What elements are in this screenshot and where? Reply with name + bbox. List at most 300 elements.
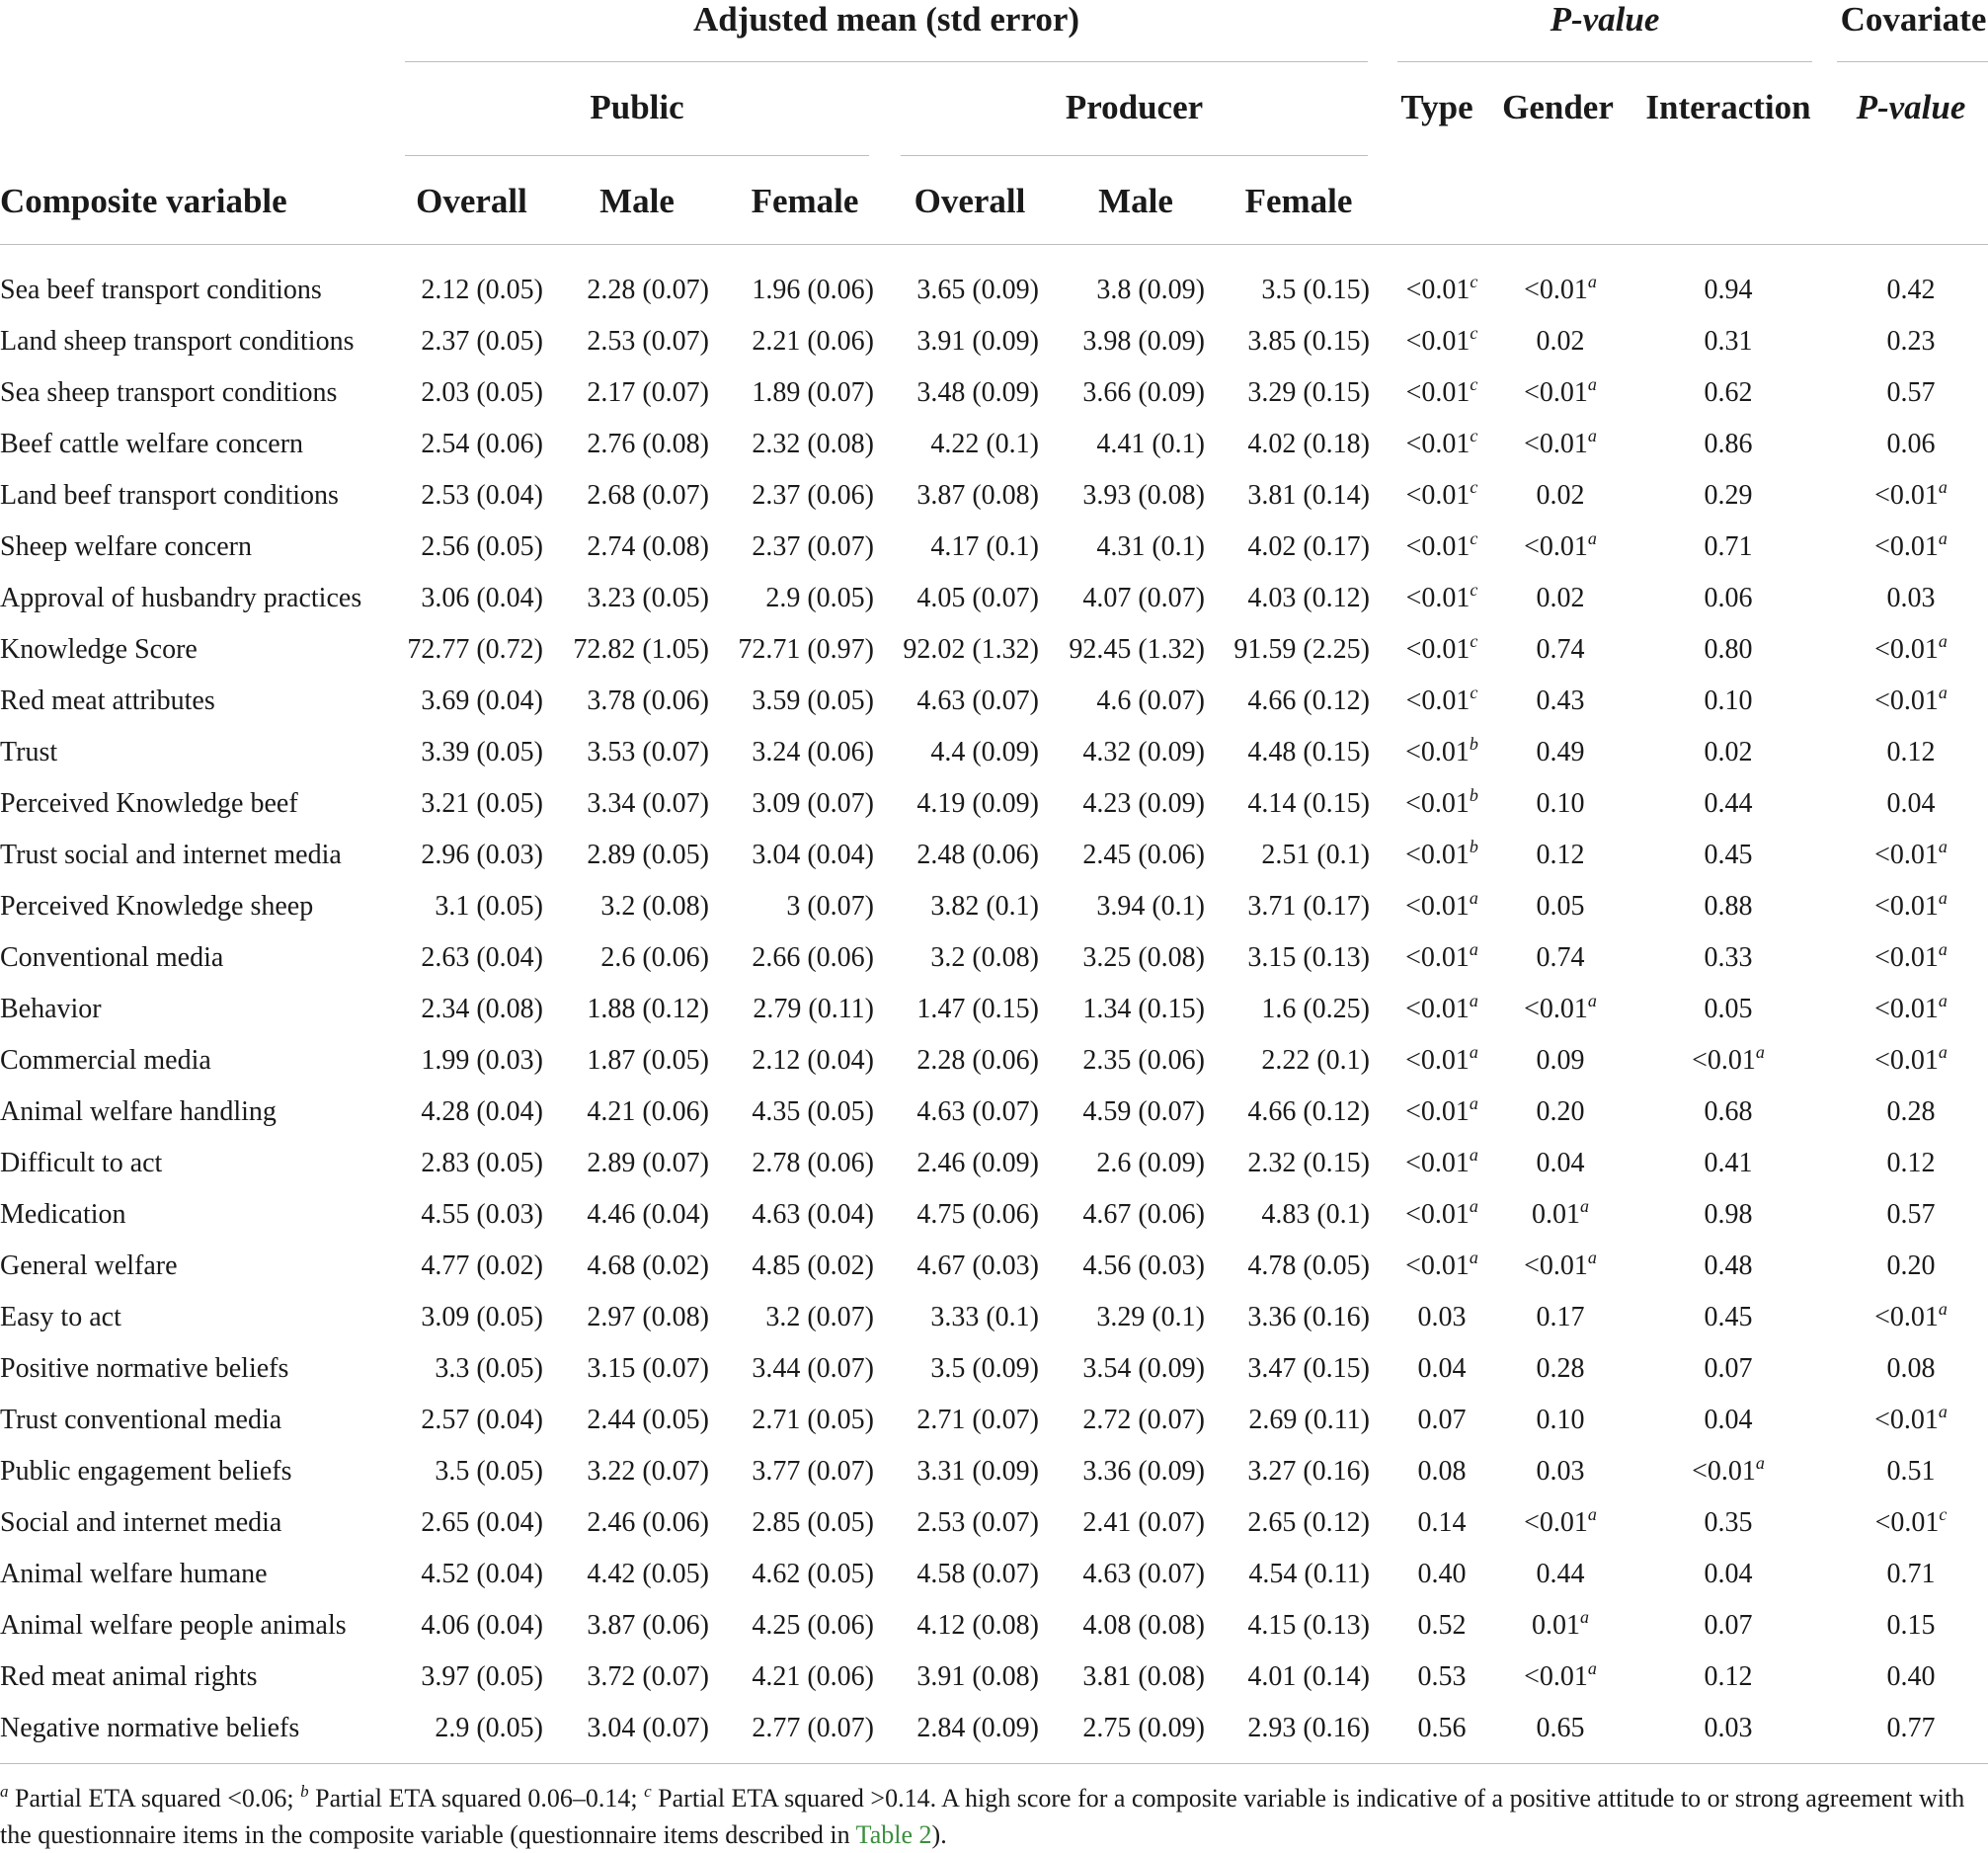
cell-type: [1388, 1446, 1496, 1497]
cell-pub-male: [553, 624, 709, 676]
cell-pub-male: [553, 470, 709, 522]
cell-value: 3.36 (0.16): [1247, 1302, 1370, 1332]
significance-superscript: c: [1470, 631, 1478, 651]
cell-value: Sea beef transport conditions: [0, 275, 322, 305]
cell-type: [1388, 984, 1496, 1035]
cell-value: <0.01: [1405, 788, 1470, 819]
cell-pro-overall: [889, 830, 1039, 881]
cell-gender: [1496, 676, 1625, 727]
cell-value: 2.75 (0.09): [1082, 1713, 1205, 1743]
cell-type: [1388, 932, 1496, 984]
cell-pro-female: [1215, 522, 1370, 573]
table-2-link[interactable]: Table 2: [855, 1820, 932, 1849]
table-row: [0, 1703, 1988, 1754]
cell-value: 3.23 (0.05): [587, 583, 709, 613]
header-public-male: Male: [599, 182, 675, 220]
cell-value: 4.21 (0.06): [752, 1661, 874, 1692]
significance-superscript: a: [1587, 1504, 1597, 1524]
cell-value: 3.91 (0.08): [916, 1661, 1039, 1692]
table-row: [0, 419, 1988, 470]
cell-label: [0, 881, 395, 932]
cell-pub-male: [553, 1497, 709, 1549]
cell-value: 3.24 (0.06): [752, 737, 874, 767]
cell-value: 2.46 (0.09): [916, 1148, 1039, 1178]
cell-value: 3 (0.07): [786, 891, 874, 922]
cell-value: 4.67 (0.03): [916, 1250, 1039, 1281]
header-public-female: Female: [751, 182, 859, 220]
cell-pro-female: [1215, 984, 1370, 1035]
cell-label: [0, 522, 395, 573]
cell-pro-male: [1047, 470, 1205, 522]
cell-value: 2.56 (0.05): [421, 531, 543, 562]
cell-label: [0, 1446, 395, 1497]
cell-gender: [1496, 1395, 1625, 1446]
cell-covariate: [1837, 1497, 1985, 1549]
significance-superscript: b: [1469, 734, 1478, 754]
cell-value: Land sheep transport conditions: [0, 326, 355, 357]
cell-value: 2.37 (0.06): [752, 480, 874, 511]
cell-value: Approval of husbandry practices: [0, 583, 362, 613]
cell-pub-male: [553, 573, 709, 624]
cell-pub-male: [553, 1395, 709, 1446]
cell-value: 0.20: [1536, 1096, 1585, 1127]
cell-covariate: [1837, 727, 1985, 778]
cell-value: 0.86: [1704, 429, 1753, 459]
cell-value: 3.29 (0.15): [1247, 377, 1370, 408]
cell-covariate: [1837, 1189, 1985, 1241]
cell-pro-overall: [889, 1497, 1039, 1549]
cell-pub-overall: [395, 1703, 543, 1754]
cell-type: [1388, 1395, 1496, 1446]
cell-value: 3.36 (0.09): [1082, 1456, 1205, 1487]
cell-gender: [1496, 367, 1625, 419]
cell-value: 3.04 (0.07): [587, 1713, 709, 1743]
cell-pro-male: [1047, 573, 1205, 624]
cell-covariate: [1837, 984, 1985, 1035]
cell-value: 0.44: [1536, 1559, 1585, 1589]
cell-interaction: [1630, 1292, 1827, 1343]
cell-value: 3.09 (0.05): [421, 1302, 543, 1332]
rule-header-bottom: [0, 244, 1988, 245]
cell-value: 0.02: [1704, 737, 1753, 767]
cell-value: 2.28 (0.07): [587, 275, 709, 305]
cell-value: 0.56: [1417, 1713, 1467, 1743]
header-p-value-text: P-value: [1550, 0, 1660, 39]
cell-label: [0, 419, 395, 470]
cell-pub-female: [716, 470, 874, 522]
cell-pub-female: [716, 573, 874, 624]
cell-value: 1.87 (0.05): [587, 1045, 709, 1076]
cell-value: 2.35 (0.06): [1082, 1045, 1205, 1076]
cell-pro-overall: [889, 1241, 1039, 1292]
cell-value: <0.01: [1874, 480, 1939, 511]
cell-value: 0.71: [1704, 531, 1753, 562]
cell-gender: [1496, 984, 1625, 1035]
cell-value: 0.09: [1536, 1045, 1585, 1076]
cell-value: 3.91 (0.09): [916, 326, 1039, 357]
cell-interaction: [1630, 316, 1827, 367]
cell-covariate: [1837, 1652, 1985, 1703]
cell-pub-male: [553, 316, 709, 367]
cell-value: 0.02: [1536, 583, 1585, 613]
footnote-text-c: Partial ETA squared >0.14. A high score for a composite variable is indicative of a positive attitude to or strong agreement with the questionnaire items in the composite variable (questionnaire items described in: [0, 1784, 1965, 1849]
cell-value: 2.72 (0.07): [1082, 1405, 1205, 1435]
cell-interaction: [1630, 1497, 1827, 1549]
cell-value: 0.07: [1417, 1405, 1467, 1435]
cell-value: 0.02: [1536, 326, 1585, 357]
cell-pub-overall: [395, 1497, 543, 1549]
table-row: [0, 984, 1988, 1035]
cell-pub-overall: [395, 727, 543, 778]
cell-pro-male: [1047, 778, 1205, 830]
table-row: [0, 676, 1988, 727]
cell-value: 3.25 (0.08): [1082, 942, 1205, 973]
cell-value: 0.08: [1417, 1456, 1467, 1487]
cell-type: [1388, 1343, 1496, 1395]
cell-pub-male: [553, 1652, 709, 1703]
cell-value: 3.65 (0.09): [916, 275, 1039, 305]
cell-value: <0.01: [1405, 685, 1471, 716]
cell-value: 2.71 (0.05): [752, 1405, 874, 1435]
cell-value: 0.42: [1886, 275, 1936, 305]
cell-value: Perceived Knowledge sheep: [0, 891, 314, 922]
table-row: [0, 1087, 1988, 1138]
cell-type: [1388, 830, 1496, 881]
cell-value: 3.3 (0.05): [435, 1353, 543, 1384]
cell-value: 3.82 (0.1): [930, 891, 1039, 922]
header-producer: Producer: [1065, 88, 1204, 126]
cell-value: 2.89 (0.07): [587, 1148, 709, 1178]
cell-pub-female: [716, 265, 874, 316]
cell-value: 0.51: [1886, 1456, 1936, 1487]
cell-pub-overall: [395, 1446, 543, 1497]
footnote-sup-a: a: [0, 1782, 9, 1801]
cell-value: 3.97 (0.05): [421, 1661, 543, 1692]
cell-value: 4.6 (0.07): [1096, 685, 1205, 716]
cell-label: [0, 1138, 395, 1189]
header-producer-female: Female: [1244, 182, 1353, 220]
cell-value: 4.58 (0.07): [916, 1559, 1039, 1589]
cell-covariate: [1837, 1395, 1985, 1446]
significance-superscript: a: [1938, 1402, 1948, 1421]
cell-value: 0.04: [1704, 1405, 1753, 1435]
cell-interaction: [1630, 1343, 1827, 1395]
cell-value: 2.51 (0.1): [1261, 840, 1370, 870]
cell-value: 4.62 (0.05): [752, 1559, 874, 1589]
cell-value: 2.74 (0.08): [587, 531, 709, 562]
cell-value: 3.69 (0.04): [421, 685, 543, 716]
cell-covariate: [1837, 830, 1985, 881]
cell-value: 2.97 (0.08): [587, 1302, 709, 1332]
cell-pro-female: [1215, 367, 1370, 419]
cell-pro-female: [1215, 881, 1370, 932]
cell-type: [1388, 522, 1496, 573]
cell-pro-overall: [889, 727, 1039, 778]
cell-pub-male: [553, 1189, 709, 1241]
cell-value: 3.44 (0.07): [752, 1353, 874, 1384]
cell-value: 2.68 (0.07): [587, 480, 709, 511]
cell-pub-overall: [395, 1241, 543, 1292]
cell-pro-male: [1047, 1549, 1205, 1600]
cell-value: 3.87 (0.08): [916, 480, 1039, 511]
cell-pub-female: [716, 1549, 874, 1600]
cell-type: [1388, 265, 1496, 316]
cell-pub-male: [553, 1343, 709, 1395]
cell-pro-overall: [889, 778, 1039, 830]
header-type: Type: [1400, 88, 1473, 126]
cell-covariate: [1837, 1035, 1985, 1087]
cell-value: 3.81 (0.08): [1082, 1661, 1205, 1692]
cell-value: General welfare: [0, 1250, 178, 1281]
cell-value: 2.65 (0.04): [421, 1507, 543, 1538]
cell-pub-overall: [395, 1600, 543, 1652]
cell-value: 0.05: [1536, 891, 1585, 922]
cell-gender: [1496, 1292, 1625, 1343]
cell-value: 2.63 (0.04): [421, 942, 543, 973]
cell-interaction: [1630, 1446, 1827, 1497]
cell-interaction: [1630, 1395, 1827, 1446]
cell-gender: [1496, 932, 1625, 984]
cell-pub-male: [553, 1241, 709, 1292]
cell-pro-female: [1215, 1035, 1370, 1087]
cell-value: <0.01: [1405, 429, 1471, 459]
cell-value: 2.34 (0.08): [421, 994, 543, 1024]
significance-superscript: a: [1587, 272, 1597, 291]
cell-pub-male: [553, 881, 709, 932]
cell-type: [1388, 1241, 1496, 1292]
cell-value: 72.77 (0.72): [407, 634, 543, 665]
cell-covariate: [1837, 932, 1985, 984]
cell-pro-male: [1047, 1035, 1205, 1087]
header-public-overall: Overall: [416, 182, 527, 220]
cell-value: 0.65: [1536, 1713, 1585, 1743]
significance-superscript: c: [1470, 272, 1478, 291]
cell-pro-male: [1047, 727, 1205, 778]
cell-pub-female: [716, 1241, 874, 1292]
cell-value: 0.07: [1704, 1610, 1753, 1641]
cell-value: 2.84 (0.09): [916, 1713, 1039, 1743]
cell-value: 4.17 (0.1): [930, 531, 1039, 562]
cell-pub-female: [716, 984, 874, 1035]
cell-interaction: [1630, 1241, 1827, 1292]
cell-value: 3.85 (0.15): [1247, 326, 1370, 357]
cell-value: 4.48 (0.15): [1247, 737, 1370, 767]
cell-value: 2.9 (0.05): [765, 583, 874, 613]
cell-pro-overall: [889, 984, 1039, 1035]
header-interaction: Interaction: [1645, 88, 1811, 126]
significance-superscript: a: [1938, 683, 1948, 702]
cell-pub-male: [553, 932, 709, 984]
cell-value: 4.46 (0.04): [587, 1199, 709, 1230]
cell-pro-overall: [889, 1138, 1039, 1189]
cell-type: [1388, 1087, 1496, 1138]
cell-covariate: [1837, 1703, 1985, 1754]
cell-interaction: [1630, 1035, 1827, 1087]
table-row: [0, 1138, 1988, 1189]
cell-type: [1388, 1703, 1496, 1754]
cell-gender: [1496, 1600, 1625, 1652]
significance-superscript: a: [1469, 1145, 1478, 1165]
cell-value: <0.01: [1874, 1302, 1939, 1332]
cell-gender: [1496, 1703, 1625, 1754]
cell-value: 0.04: [1417, 1353, 1467, 1384]
cell-value: 1.34 (0.15): [1082, 994, 1205, 1024]
cell-pro-overall: [889, 1703, 1039, 1754]
cell-value: 3.5 (0.05): [435, 1456, 543, 1487]
cell-pro-male: [1047, 676, 1205, 727]
cell-pro-female: [1215, 1497, 1370, 1549]
cell-value: 2.46 (0.06): [587, 1507, 709, 1538]
cell-value: <0.01: [1405, 583, 1471, 613]
significance-superscript: a: [1587, 374, 1597, 394]
cell-value: <0.01: [1874, 1405, 1939, 1435]
table-row: [0, 316, 1988, 367]
cell-interaction: [1630, 624, 1827, 676]
cell-value: 2.03 (0.05): [421, 377, 543, 408]
cell-value: 1.6 (0.25): [1261, 994, 1370, 1024]
cell-label: [0, 984, 395, 1035]
cell-value: <0.01: [1524, 429, 1588, 459]
cell-value: 4.02 (0.17): [1247, 531, 1370, 562]
cell-value: 4.05 (0.07): [916, 583, 1039, 613]
cell-pro-overall: [889, 1395, 1039, 1446]
cell-value: 4.19 (0.09): [916, 788, 1039, 819]
footnote-text-a: Partial ETA squared <0.06;: [8, 1784, 301, 1813]
significance-superscript: a: [1938, 1042, 1948, 1062]
cell-pub-female: [716, 1343, 874, 1395]
cell-value: 3.59 (0.05): [752, 685, 874, 716]
cell-type: [1388, 1189, 1496, 1241]
cell-value: 2.85 (0.05): [752, 1507, 874, 1538]
cell-value: 3.98 (0.09): [1082, 326, 1205, 357]
cell-value: 2.6 (0.06): [600, 942, 709, 973]
cell-pro-overall: [889, 522, 1039, 573]
cell-value: 3.8 (0.09): [1096, 275, 1205, 305]
cell-value: 0.45: [1704, 840, 1753, 870]
cell-type: [1388, 1549, 1496, 1600]
cell-value: <0.01: [1405, 1045, 1470, 1076]
significance-superscript: a: [1469, 939, 1478, 959]
significance-superscript: a: [1469, 991, 1478, 1010]
cell-value: 4.63 (0.04): [752, 1199, 874, 1230]
cell-value: 3.5 (0.09): [930, 1353, 1039, 1384]
table-row: [0, 1343, 1988, 1395]
cell-value: Land beef transport conditions: [0, 480, 339, 511]
cell-value: 4.75 (0.06): [916, 1199, 1039, 1230]
cell-pub-female: [716, 1652, 874, 1703]
cell-covariate: [1837, 1446, 1985, 1497]
cell-pro-female: [1215, 1138, 1370, 1189]
cell-gender: [1496, 265, 1625, 316]
table-row: [0, 522, 1988, 573]
cell-label: [0, 573, 395, 624]
cell-pub-male: [553, 1600, 709, 1652]
cell-interaction: [1630, 1652, 1827, 1703]
cell-label: [0, 265, 395, 316]
cell-value: 4.42 (0.05): [587, 1559, 709, 1589]
cell-value: 0.45: [1704, 1302, 1753, 1332]
cell-pub-female: [716, 676, 874, 727]
cell-value: 3.77 (0.07): [752, 1456, 874, 1487]
rule-covariate: [1837, 61, 1988, 62]
cell-covariate: [1837, 419, 1985, 470]
cell-pro-female: [1215, 265, 1370, 316]
cell-value: 0.28: [1536, 1353, 1585, 1384]
table-row: [0, 1035, 1988, 1087]
cell-value: 2.32 (0.15): [1247, 1148, 1370, 1178]
cell-value: 4.77 (0.02): [421, 1250, 543, 1281]
cell-value: 0.77: [1886, 1713, 1936, 1743]
cell-value: 4.01 (0.14): [1247, 1661, 1370, 1692]
cell-pro-female: [1215, 932, 1370, 984]
cell-value: 2.28 (0.06): [916, 1045, 1039, 1076]
cell-value: <0.01: [1405, 891, 1470, 922]
cell-value: 3.66 (0.09): [1082, 377, 1205, 408]
table-row: [0, 881, 1988, 932]
cell-pub-male: [553, 1446, 709, 1497]
cell-value: <0.01: [1405, 840, 1470, 870]
cell-value: 4.55 (0.03): [421, 1199, 543, 1230]
cell-value: 3.87 (0.06): [587, 1610, 709, 1641]
table-row: [0, 367, 1988, 419]
cell-gender: [1496, 881, 1625, 932]
significance-superscript: a: [1755, 1453, 1765, 1473]
cell-gender: [1496, 419, 1625, 470]
cell-value: 2.32 (0.08): [752, 429, 874, 459]
cell-pro-male: [1047, 522, 1205, 573]
cell-value: <0.01: [1405, 634, 1471, 665]
cell-value: 3.93 (0.08): [1082, 480, 1205, 511]
cell-pub-overall: [395, 1189, 543, 1241]
cell-value: 0.08: [1886, 1353, 1936, 1384]
significance-superscript: c: [1470, 323, 1478, 343]
cell-pub-female: [716, 419, 874, 470]
cell-value: <0.01: [1874, 685, 1939, 716]
cell-value: 92.02 (1.32): [903, 634, 1039, 665]
cell-pub-female: [716, 932, 874, 984]
rule-producer: [901, 155, 1368, 156]
cell-value: 0.62: [1704, 377, 1753, 408]
cell-pro-male: [1047, 1395, 1205, 1446]
cell-interaction: [1630, 881, 1827, 932]
cell-pub-female: [716, 1395, 874, 1446]
significance-superscript: b: [1469, 785, 1478, 805]
table-row: [0, 778, 1988, 830]
cell-value: 0.20: [1886, 1250, 1936, 1281]
cell-pro-female: [1215, 1241, 1370, 1292]
header-p-value: [1397, 0, 1812, 40]
cell-value: Conventional media: [0, 942, 224, 973]
cell-covariate: [1837, 1241, 1985, 1292]
cell-pro-male: [1047, 1446, 1205, 1497]
cell-value: 0.02: [1536, 480, 1585, 511]
significance-superscript: a: [1587, 1248, 1597, 1267]
cell-label: [0, 1035, 395, 1087]
cell-value: 4.03 (0.12): [1247, 583, 1370, 613]
cell-value: 0.03: [1536, 1456, 1585, 1487]
cell-value: 4.23 (0.09): [1082, 788, 1205, 819]
cell-label: [0, 727, 395, 778]
cell-pro-male: [1047, 1292, 1205, 1343]
cell-value: 2.17 (0.07): [587, 377, 709, 408]
cell-gender: [1496, 624, 1625, 676]
significance-superscript: b: [1469, 837, 1478, 856]
cell-value: 0.12: [1704, 1661, 1753, 1692]
cell-value: 0.57: [1886, 377, 1936, 408]
cell-pub-male: [553, 1035, 709, 1087]
significance-superscript: a: [1587, 528, 1597, 548]
significance-superscript: a: [1938, 888, 1948, 908]
